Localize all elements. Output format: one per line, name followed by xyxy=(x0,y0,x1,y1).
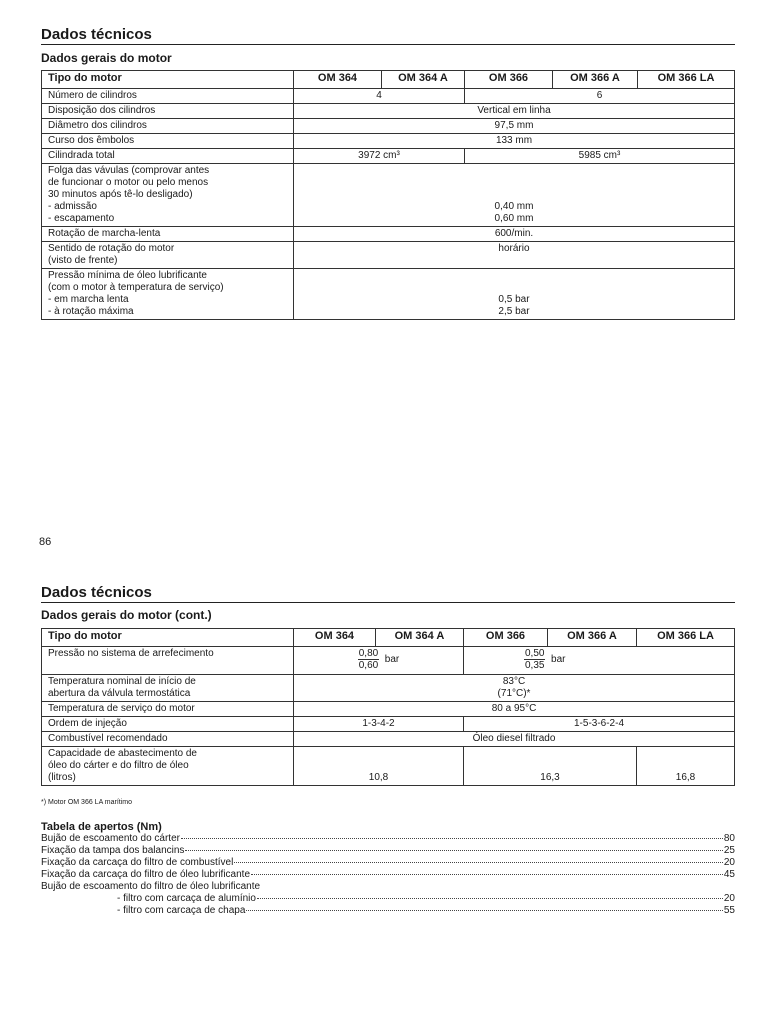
table-row xyxy=(42,89,735,104)
layout-value: Vertical em linha xyxy=(294,104,735,119)
oil-pressure-values xyxy=(294,269,735,320)
rotation-label: Sentido de rotação do motor (visto de frente) xyxy=(42,242,294,269)
table-row xyxy=(42,647,735,675)
cylinders-value-om364: 4 xyxy=(294,89,465,104)
oil-capacity-om366: 16,3 xyxy=(464,747,637,786)
header-om366la: OM 366 LA xyxy=(637,629,735,647)
injection-order-label: Ordem de injeção xyxy=(42,717,294,732)
injection-order-om366: 1-5-3-6-2-4 xyxy=(464,717,735,732)
table-row xyxy=(42,702,735,717)
header-om364: OM 364 xyxy=(294,71,382,89)
leader-dots xyxy=(251,874,723,875)
torque-item-label: Fixação da tampa dos balancins xyxy=(41,845,185,856)
valve-exhaust-value: 0,60 mm xyxy=(494,213,534,224)
injection-order-om364: 1-3-4-2 xyxy=(294,717,464,732)
list-item xyxy=(41,845,735,857)
header-om366a: OM 366 A xyxy=(553,71,638,89)
list-item xyxy=(41,893,735,905)
list-item xyxy=(41,881,735,893)
footnote: *) Motor OM 366 LA marítimo xyxy=(41,799,133,806)
displacement-value-om364: 3972 cm³ xyxy=(294,149,465,164)
idle-speed-label: Rotação de marcha-lenta xyxy=(42,227,294,242)
page1-subtitle: Dados gerais do motor xyxy=(41,51,172,65)
table-row xyxy=(42,227,735,242)
cooling-pressure-high: 0,50 xyxy=(525,648,545,659)
engine-data-table-1 xyxy=(41,70,735,320)
header-om366la: OM 366 LA xyxy=(638,71,735,89)
displacement-label: Cilindrada total xyxy=(42,149,294,164)
list-item xyxy=(41,869,735,881)
thermostat-marine-value: (71°C)* xyxy=(497,688,531,699)
torque-item-label: Bujão de escoamento do cárter xyxy=(41,833,180,844)
valve-clearance-label: Folga das vávulas (comprovar antes de funcionar o motor ou pelo menos 30 minutos após tê-lo desligado) - admissão - escapamento xyxy=(42,164,294,227)
cooling-pressure-label: Pressão no sistema de arrefecimento xyxy=(42,647,294,675)
torque-item-value: 80 xyxy=(723,833,735,844)
table-row xyxy=(42,119,735,134)
bore-value: 97,5 mm xyxy=(294,119,735,134)
leader-dots xyxy=(181,838,723,839)
page2-title: Dados técnicos xyxy=(41,584,735,603)
torque-table-title: Tabela de apertos (Nm) xyxy=(41,821,162,833)
layout-label: Disposição dos cilindros xyxy=(42,104,294,119)
cooling-pressure-fraction xyxy=(524,648,545,671)
page1-title: Dados técnicos xyxy=(41,26,735,45)
stroke-value: 133 mm xyxy=(294,134,735,149)
cooling-pressure-low: 0,60 xyxy=(358,660,379,671)
torque-item-value: 20 xyxy=(723,857,735,868)
thermostat-values xyxy=(294,675,735,702)
table-row xyxy=(42,717,735,732)
header-engine-type: Tipo do motor xyxy=(42,71,294,89)
table-row xyxy=(42,149,735,164)
oil-pressure-idle: 0,5 bar xyxy=(498,294,530,305)
oil-pressure-label: Pressão mínima de óleo lubrificante (com o motor à temperatura de serviço) - em marcha lenta - à rotação máxima xyxy=(42,269,294,320)
torque-item-value: 20 xyxy=(723,893,735,904)
cylinders-value-om366: 6 xyxy=(465,89,735,104)
displacement-value-om366: 5985 cm³ xyxy=(465,149,735,164)
table-row xyxy=(42,747,735,786)
bore-label: Diâmetro dos cilindros xyxy=(42,119,294,134)
cooling-pressure-om366 xyxy=(464,647,735,675)
torque-item-label: Fixação da carcaça do filtro de óleo lubrificante xyxy=(41,869,251,880)
list-item xyxy=(41,905,735,917)
service-temp-value: 80 a 95°C xyxy=(294,702,735,717)
table-row xyxy=(42,104,735,119)
table-row xyxy=(42,269,735,320)
cooling-pressure-om364 xyxy=(294,647,464,675)
cooling-pressure-fraction xyxy=(358,648,379,671)
fuel-label: Combustível recomendado xyxy=(42,732,294,747)
valve-clearance-values xyxy=(294,164,735,227)
rotation-value: horário xyxy=(294,242,735,269)
idle-speed-value: 600/min. xyxy=(294,227,735,242)
leader-dots xyxy=(234,862,723,863)
thermostat-label: Temperatura nominal de início de abertura da válvula termostática xyxy=(42,675,294,702)
valve-intake-value: 0,40 mm xyxy=(494,201,534,212)
leader-dots xyxy=(257,898,723,899)
torque-list xyxy=(41,833,735,917)
header-engine-type: Tipo do motor xyxy=(42,629,294,647)
engine-data-table-2 xyxy=(41,628,735,786)
header-om366a: OM 366 A xyxy=(548,629,637,647)
torque-item-value: 45 xyxy=(723,869,735,880)
torque-item-label: - filtro com carcaça de alumínio xyxy=(117,893,256,904)
cooling-pressure-unit: bar xyxy=(384,654,400,666)
leader-dots xyxy=(185,850,722,851)
header-om366: OM 366 xyxy=(464,629,548,647)
torque-item-value: 25 xyxy=(723,845,735,856)
table-row xyxy=(42,134,735,149)
page2-subtitle: Dados gerais do motor (cont.) xyxy=(41,608,212,622)
fuel-value: Óleo diesel filtrado xyxy=(294,732,735,747)
list-item xyxy=(41,833,735,845)
oil-capacity-om364: 10,8 xyxy=(294,747,464,786)
oil-capacity-label: Capacidade de abastecimento de óleo do cárter e do filtro de óleo (litros) xyxy=(42,747,294,786)
torque-item-value: 55 xyxy=(723,905,735,916)
thermostat-value: 83°C xyxy=(502,676,526,687)
stroke-label: Curso dos êmbolos xyxy=(42,134,294,149)
service-temp-label: Temperatura de serviço do motor xyxy=(42,702,294,717)
cooling-pressure-high: 0,80 xyxy=(358,648,379,659)
page-number: 86 xyxy=(39,536,52,548)
list-item xyxy=(41,857,735,869)
header-om364a: OM 364 A xyxy=(376,629,464,647)
table-row xyxy=(42,675,735,702)
cooling-pressure-unit: bar xyxy=(551,654,566,666)
table-row xyxy=(42,732,735,747)
table-row xyxy=(42,242,735,269)
torque-item-label: Fixação da carcaça do filtro de combustível xyxy=(41,857,234,868)
oil-pressure-max: 2,5 bar xyxy=(498,306,530,317)
cylinders-label: Número de cilindros xyxy=(42,89,294,104)
table-header-row xyxy=(42,629,735,647)
torque-item-label: - filtro com carcaça de chapa xyxy=(117,905,246,916)
torque-group-label: Bujão de escoamento do filtro de óleo lubrificante xyxy=(41,881,261,892)
header-om364a: OM 364 A xyxy=(382,71,465,89)
header-om366: OM 366 xyxy=(465,71,553,89)
header-om364: OM 364 xyxy=(294,629,376,647)
oil-capacity-om366la: 16,8 xyxy=(637,747,735,786)
table-header-row xyxy=(42,71,735,89)
leader-dots xyxy=(246,910,722,911)
cooling-pressure-low: 0,35 xyxy=(525,660,545,671)
table-row xyxy=(42,164,735,227)
